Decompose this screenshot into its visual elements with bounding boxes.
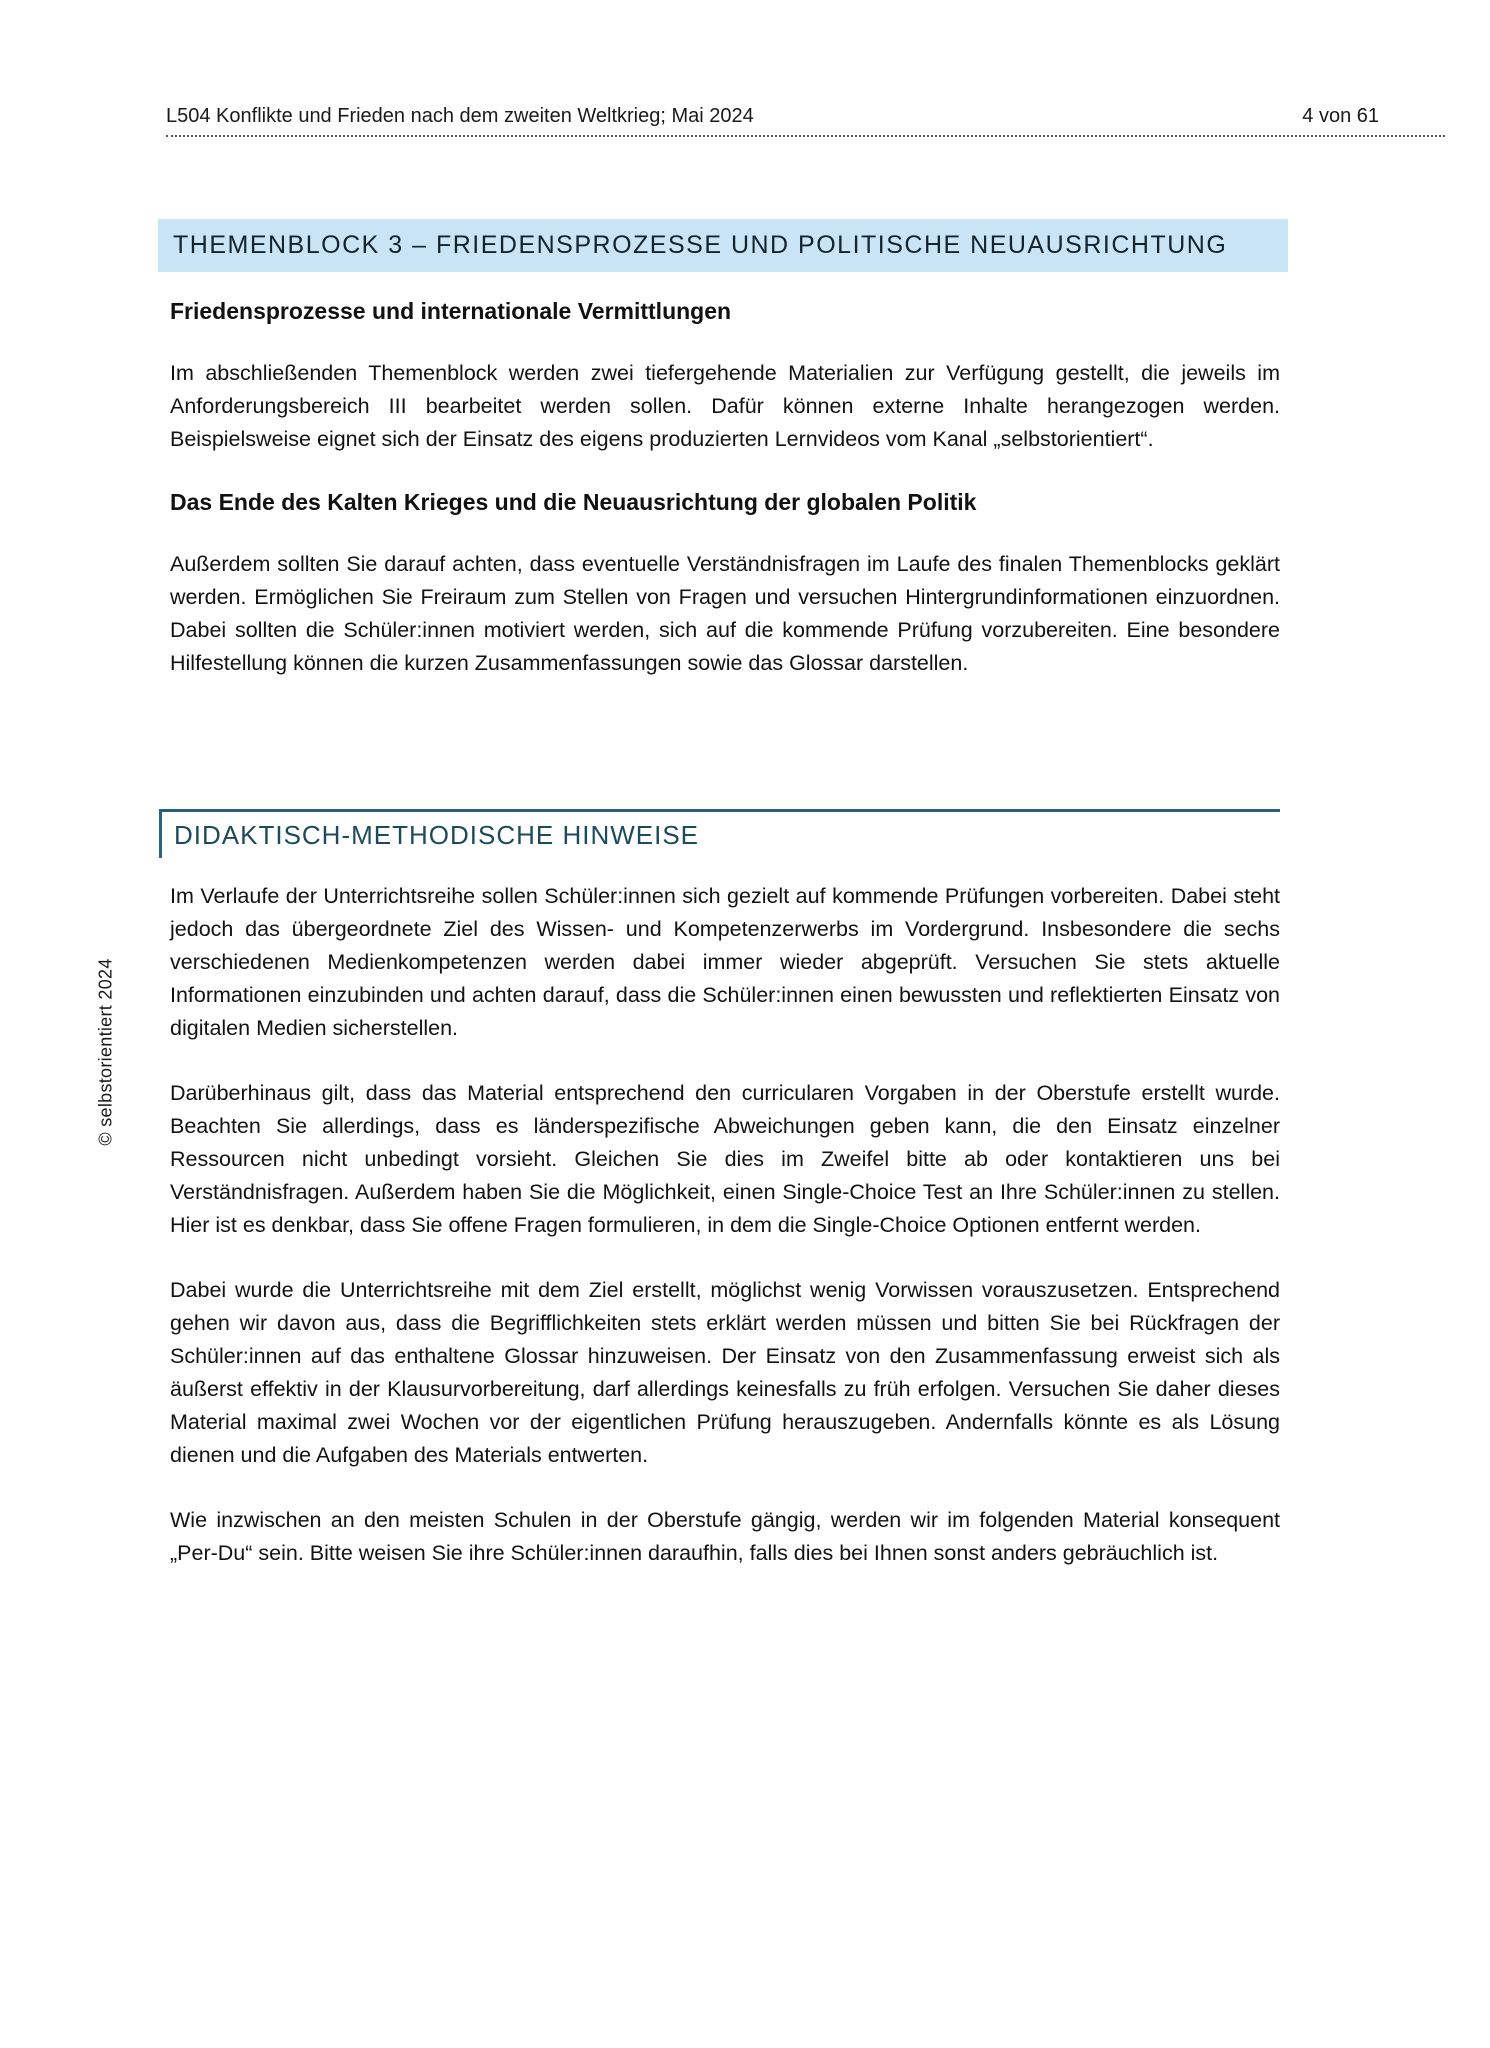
didaktik-paragraph-4: Wie inzwischen an den meisten Schulen in der Oberstufe gängig, werden wir im folgenden Material konsequent „Per-Du“ sein. Bitte weisen Sie ihre Schüler:innen daraufhin, falls dies bei Ihnen sonst anders gebräuchlich ist.: [170, 1508, 1280, 1565]
didaktik-paragraph-2: Darüberhinaus gilt, dass das Material entsprechend den curricularen Vorgaben in der Oberstufe erstellt wurde. Beachten Sie allerdings, dass es länderspezifische Abweichungen geben kann, die den Einsatz einzelner Ressourcen nicht unbedingt vorsieht. Gleichen Sie dies im Zweifel bitte ab oder kontaktieren uns bei Verständnisfragen. Außerdem haben Sie die Möglichkeit, einen Single-Choice Test an Ihre Schüler:innen zu stellen. Hier ist es denkbar, dass Sie offene Fragen formulieren, in dem die Single-Choice Optionen entfernt werden.: [170, 1081, 1280, 1237]
header-title: L504 Konflikte und Frieden nach dem zweiten Weltkrieg; Mai 2024: [166, 105, 754, 127]
topic-paragraph: Außerdem sollten Sie darauf achten, dass eventuelle Verständnisfragen im Laufe des finalen Themenblocks geklärt werden. Ermöglichen Sie Freiraum zum Stellen von Fragen und versuchen Hintergrundinformationen einzuordnen. Dabei sollten die Schüler:innen motiviert werden, sich auf die kommende Prüfung vorzubereiten. Eine besondere Hilfestellung können die kurzen Zusammenfassungen sowie das Glossar darstellen.: [170, 552, 1280, 675]
themenblock-banner-title: THEMENBLOCK 3 – FRIEDENSPROZESSE UND POLITISCHE NEUAUSRICHTUNG: [173, 231, 1228, 259]
topic-heading: Das Ende des Kalten Krieges und die Neuausrichtung der globalen Politik: [170, 489, 977, 515]
themenblock-section: [170, 297, 1280, 680]
intro-paragraph: Im abschließenden Themenblock werden zwei tiefergehende Materialien zur Verfügung gestellt, die jeweils im Anforderungsbereich III bearbeitet werden sollen. Dafür können externe Inhalte herangezogen werden. Beispielsweise eignet sich der Einsatz des eigens produzierten Lernvideos vom Kanal „selbstorientiert“.: [170, 361, 1280, 451]
intro-heading: Friedensprozesse und internationale Vermittlungen: [170, 298, 732, 324]
didaktik-paragraph-1: Im Verlaufe der Unterrichtsreihe sollen Schüler:innen sich gezielt auf kommende Prüfungen vorbereiten. Dabei steht jedoch das übergeordnete Ziel des Wissen- und Kompetenzerwerbs im Vordergrund. Insbesondere die sechs verschiedenen Medienkompetenzen werden dabei immer wieder abgeprüft. Versuchen Sie stets aktuelle Informationen einzubinden und achten darauf, dass die Schüler:innen einen bewussten und reflektierten Einsatz von digitalen Medien sicherstellen.: [170, 884, 1280, 1040]
copyright-watermark: © selbstorientiert 2024: [95, 958, 116, 1146]
didaktik-paragraph-3: Dabei wurde die Unterrichtsreihe mit dem Ziel erstellt, möglichst wenig Vorwissen vorauszusetzen. Entsprechend gehen wir davon aus, dass die Begrifflichkeiten stets erklärt werden müssen und bitten Sie bei Rückfragen der Schüler:innen auf das enthaltene Glossar hinzuweisen. Der Einsatz von den Zusammenfassung erweist sich als äußerst effektiv in der Klausurvorbereitung, darf allerdings keinesfalls zu früh erfolgen. Versuchen Sie daher dieses Material maximal zwei Wochen vor der eigentlichen Prüfung herauszugeben. Andernfalls könnte es als Lösung dienen und die Aufgaben des Materials entwerten.: [170, 1278, 1280, 1467]
didaktik-section-body: [170, 880, 1280, 1570]
didaktik-section-title: DIDAKTISCH-METHODISCHE HINWEISE: [174, 820, 700, 850]
page-number: 4 von 61: [1302, 105, 1379, 127]
themenblock-banner: [158, 219, 1288, 272]
didaktik-section-heading: [159, 809, 1280, 858]
page-header: [166, 104, 1445, 137]
